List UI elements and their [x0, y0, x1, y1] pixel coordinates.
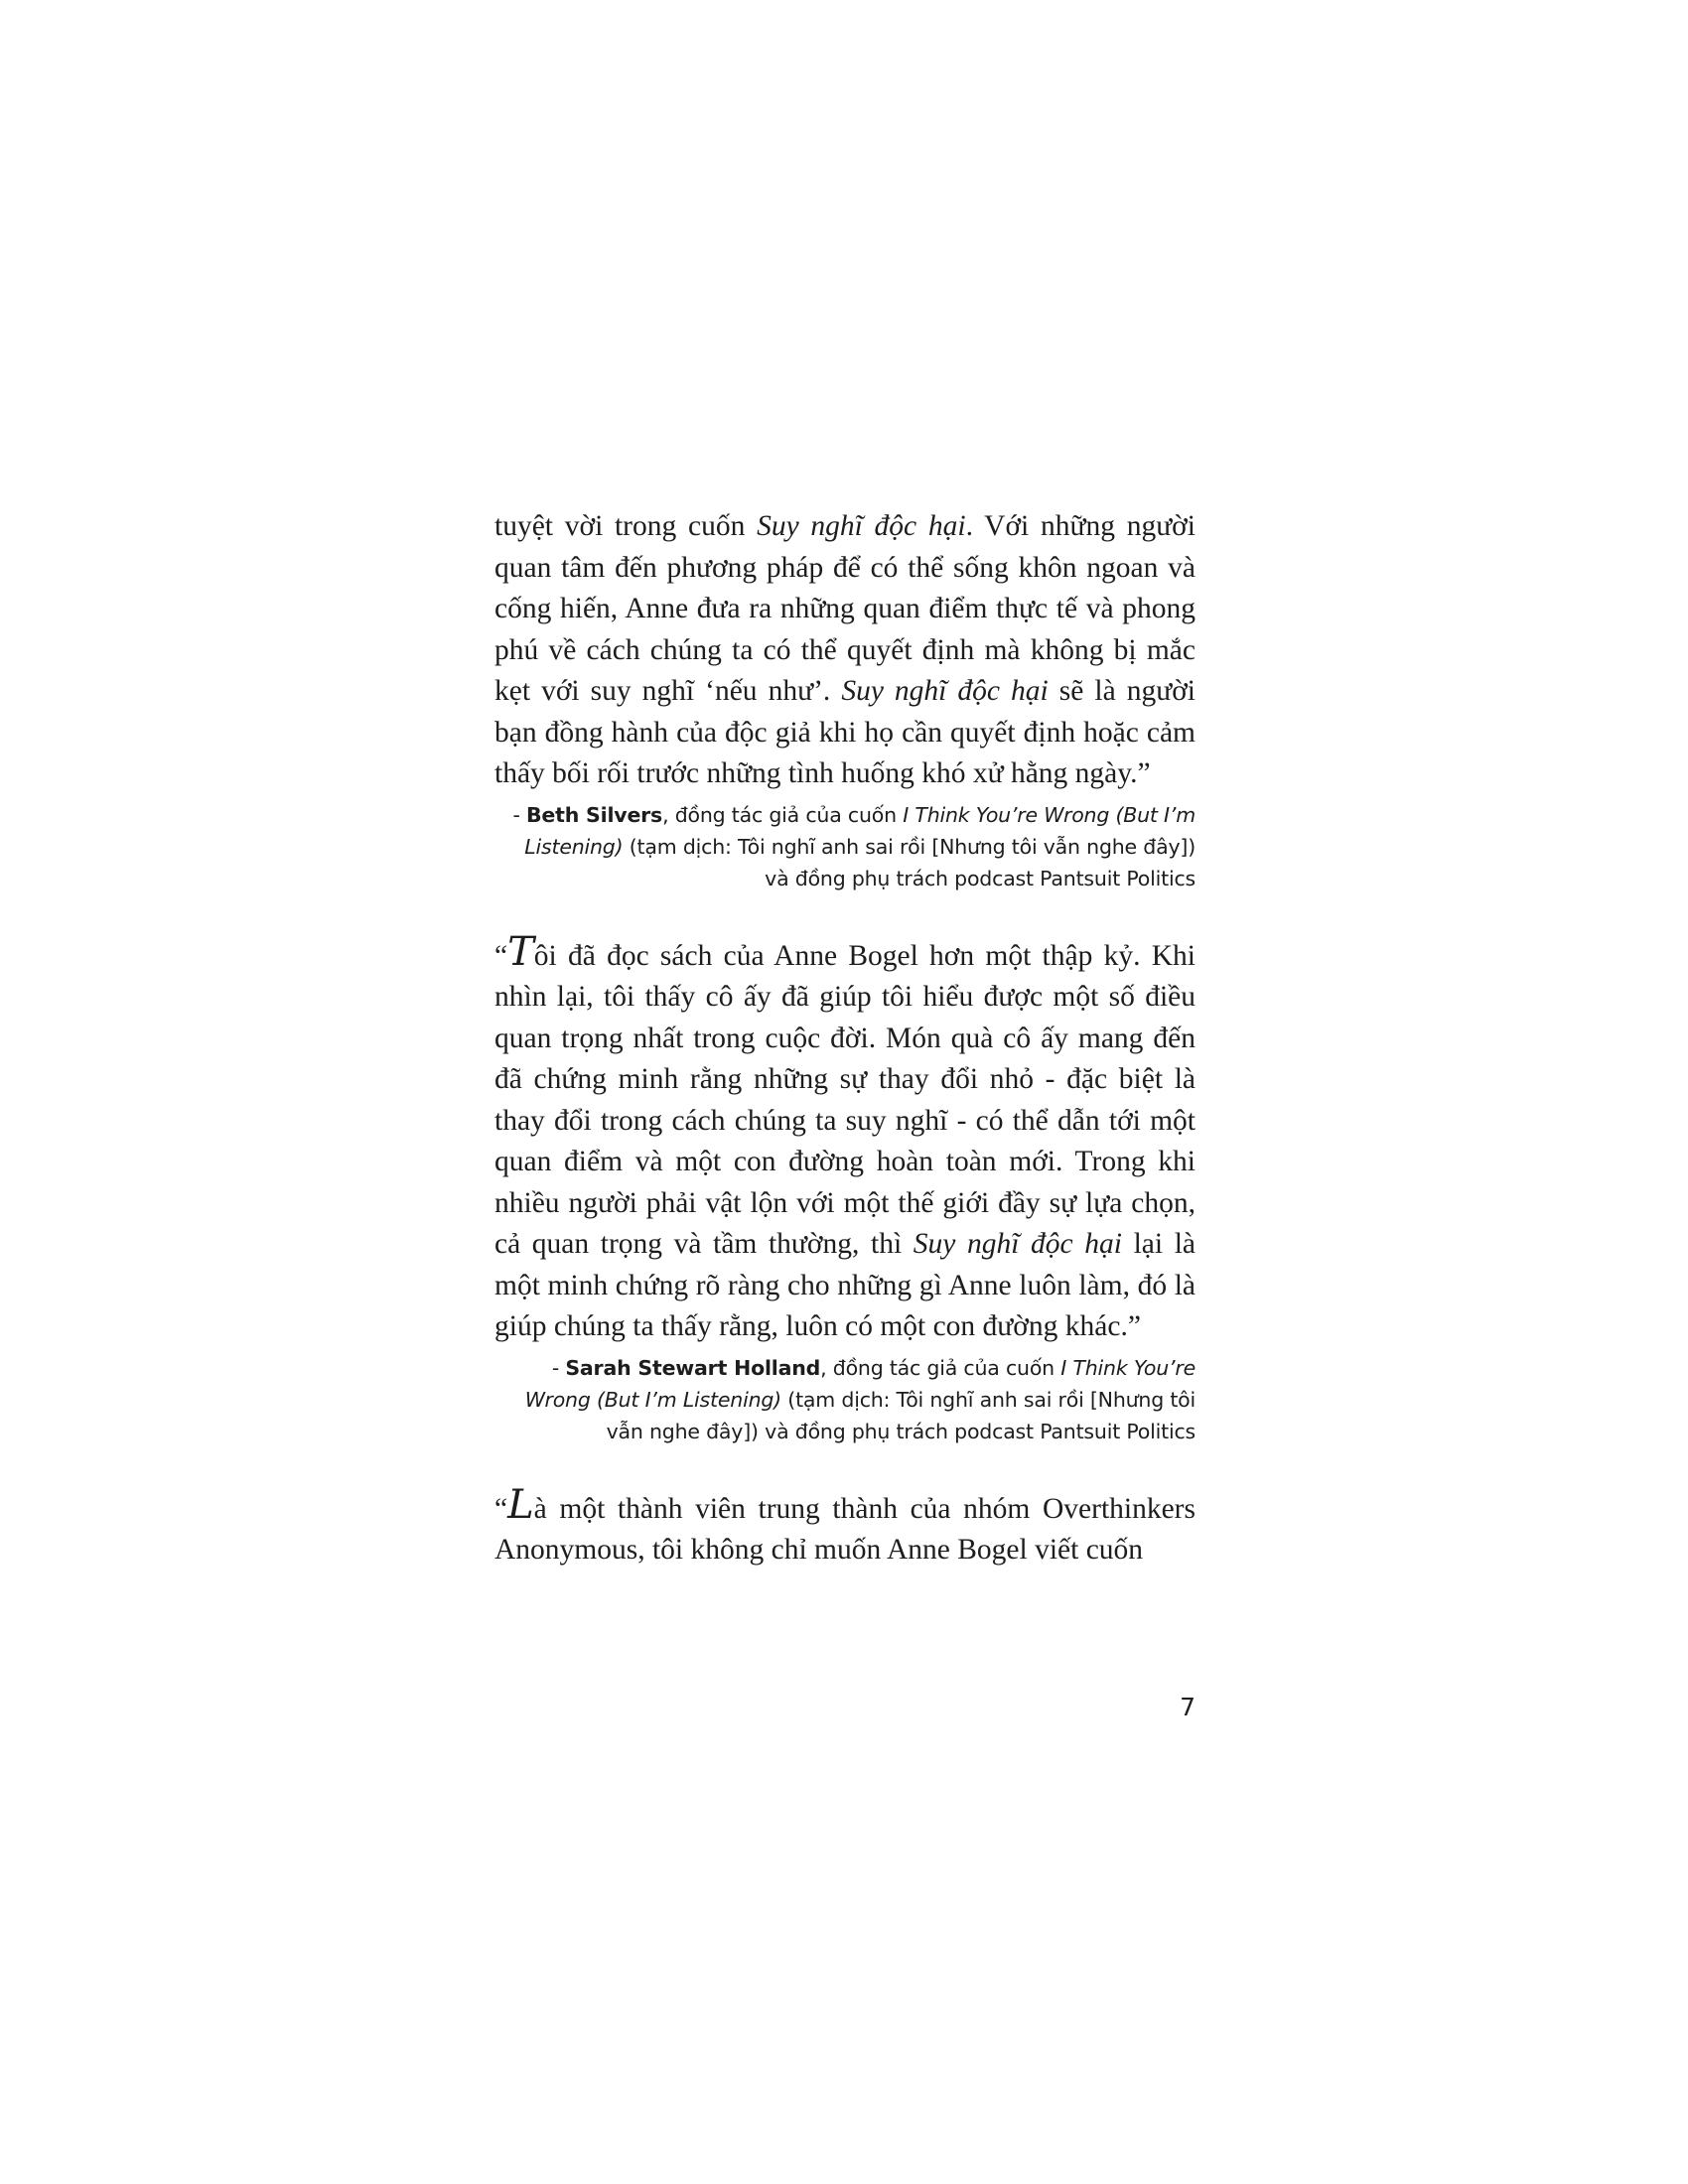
- endorsement-paragraph-1: [494, 506, 1196, 795]
- open-quote: “: [494, 939, 508, 972]
- author-role: , đồng tác giả của cuốn: [820, 1355, 1061, 1380]
- attribution-1: [494, 799, 1196, 894]
- book-title: I Think You’re Wrong (But I’m Listening): [524, 1355, 1196, 1412]
- open-quote: “: [494, 1492, 508, 1525]
- endorsement-paragraph-3: [494, 1481, 1196, 1571]
- paragraph-text: lại là một minh chứng rõ ràng cho những gì Anne luôn làm, đó là giúp chúng ta thấy rằng, luôn có một con đường khác.”: [494, 1228, 1196, 1342]
- paragraph-text: tuyệt vời trong cuốn: [494, 510, 758, 542]
- book-title: I Think You’re Wrong (But I’m Listening): [524, 802, 1196, 859]
- attribution-2: [494, 1352, 1196, 1447]
- author-name: Sarah Stewart Holland: [565, 1355, 821, 1380]
- drop-cap: T: [507, 928, 534, 975]
- attribution-dash: -: [551, 1355, 566, 1380]
- author-role: , đồng tác giả của cuốn: [662, 802, 904, 827]
- page-number: 7: [1180, 1693, 1196, 1721]
- main-text: [494, 506, 1196, 1571]
- book-title: Suy nghĩ độc hại: [841, 675, 1049, 707]
- paragraph-text: ôi đã đọc sách của Anne Bogel hơn một thập kỷ. Khi nhìn lại, tôi thấy cô ấy đã giúp tôi hiểu được một số điều quan trọng nhất trong cuộc đời. Món quà cô ấy mang đến đã chứng minh rằng những sự thay đổi nhỏ - đặc biệt là thay đổi trong cách chúng ta suy nghĩ - có thể dẫn tới một quan điểm và một con đường hoàn toàn mới. Trong khi nhiều người phải vật lộn với một thế giới đầy sự lựa chọn, cả quan trọng và tầm thường, thì: [494, 939, 1196, 1260]
- drop-cap: L: [507, 1481, 534, 1528]
- book-title: Suy nghĩ độc hại: [757, 510, 966, 542]
- paragraph-text: sẽ là người bạn đồng hành của độc giả khi họ cần quyết định hoặc cảm thấy bối rối trước những tình huống khó xử hằng ngày.”: [494, 675, 1196, 789]
- translation-note: (tạm dịch: Tôi nghĩ anh sai rồi [Nhưng tôi vẫn nghe đây]) và đồng phụ trách podcast Pantsuit Politics: [623, 834, 1196, 890]
- author-name: Beth Silvers: [526, 802, 663, 827]
- book-title: Suy nghĩ độc hại: [913, 1228, 1122, 1260]
- endorsement-paragraph-2: [494, 928, 1196, 1348]
- paragraph-text: à một thành viên trung thành của nhóm Overthinkers Anonymous, tôi không chỉ muốn Anne Bogel viết cuốn: [494, 1492, 1196, 1566]
- translation-note: (tạm dịch: Tôi nghĩ anh sai rồi [Nhưng tôi vẫn nghe đây]) và đồng phụ trách podcast Pantsuit Politics: [606, 1387, 1196, 1443]
- attribution-dash: -: [512, 802, 526, 827]
- paragraph-text: . Với những người quan tâm đến phương pháp để có thể sống khôn ngoan và cống hiến, Anne đưa ra những quan điểm thực tế và phong phú về cách chúng ta có thể quyết định mà không bị mắc kẹt với suy nghĩ ‘nếu như’.: [494, 510, 1196, 707]
